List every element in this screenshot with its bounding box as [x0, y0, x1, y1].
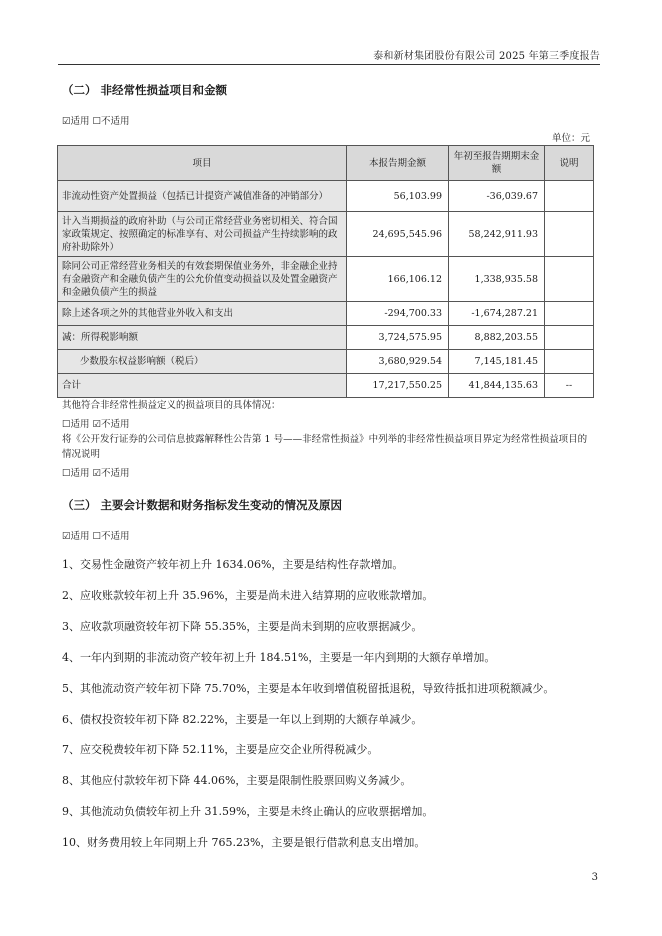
- other-items-applicability: ☐适用 ☑不适用: [62, 419, 130, 430]
- other-items-note: 其他符合非经常性损益定义的损益项目的具体情况：: [62, 400, 281, 411]
- table-total-row: [58, 374, 594, 398]
- header-divider: [58, 64, 600, 65]
- row-ytd: 1,338,935.58: [449, 257, 545, 302]
- row-item: 除上述各项之外的其他营业外收入和支出: [58, 302, 347, 326]
- row-current: 3,680,929.54: [347, 350, 449, 374]
- row-item: 非流动性资产处置损益（包括已计提资产减值准备的冲销部分）: [58, 181, 347, 212]
- section-2-title: （二） 非经常性损益项目和金额: [62, 83, 228, 97]
- row-ytd: 41,844,135.63: [449, 374, 545, 398]
- reason-item: 7、应交税费较年初下降 52.11%，主要是应交企业所得税减少。: [62, 743, 379, 756]
- reason-item: 4、一年内到期的非流动资产较年初上升 184.51%，主要是一年内到期的大额存单增加。: [62, 651, 496, 664]
- table-row: [58, 212, 594, 257]
- row-ytd: 58,242,911.93: [449, 212, 545, 257]
- row-ytd: -36,039.67: [449, 181, 545, 212]
- table-row: [58, 326, 594, 350]
- table-header-row: [58, 146, 594, 181]
- reason-item: 1、交易性金融资产较年初上升 1634.06%，主要是结构性存款增加。: [62, 558, 404, 571]
- row-item: 减：所得税影响额: [58, 326, 347, 350]
- row-note: [545, 350, 594, 374]
- defined-items-applicability: ☐适用 ☑不适用: [62, 468, 130, 479]
- row-note: [545, 181, 594, 212]
- row-ytd: 7,145,181.45: [449, 350, 545, 374]
- unit-label: 单位：元: [551, 133, 590, 144]
- header-note: 说明: [545, 146, 594, 181]
- row-current: -294,700.33: [347, 302, 449, 326]
- section-3-applicability: ☑适用 ☐不适用: [62, 531, 130, 542]
- row-current: 3,724,575.95: [347, 326, 449, 350]
- table-row: [58, 257, 594, 302]
- section-2-applicability: ☑适用 ☐不适用: [62, 116, 130, 127]
- reason-item: 2、应收账款较年初上升 35.96%，主要是尚未进入结算期的应收账款增加。: [62, 589, 434, 602]
- row-note: --: [545, 374, 594, 398]
- row-current: 56,103.99: [347, 181, 449, 212]
- defined-items-note: 将《公开发行证券的公司信息披露解释性公告第 1 号——非经常性损益》中列举的非经常性损益项目界定为经常性损益项目的情况说明: [62, 434, 588, 460]
- table-row: [58, 302, 594, 326]
- page-number: 3: [591, 872, 598, 883]
- table-row: [58, 350, 594, 374]
- row-item: 计入当期损益的政府补助（与公司正常经营业务密切相关、符合国家政策规定、按照确定的标准享有、对公司损益产生持续影响的政府补助除外）: [58, 212, 347, 257]
- row-current: 24,695,545.96: [347, 212, 449, 257]
- row-ytd: 8,882,203.55: [449, 326, 545, 350]
- header-item: 项目: [58, 146, 347, 181]
- row-note: [545, 212, 594, 257]
- header-current-period: 本报告期金额: [347, 146, 449, 181]
- row-item: 除同公司正常经营业务相关的有效套期保值业务外，非金融企业持有金融资产和金融负债产生的公允价值变动损益以及处置金融资产和金融负债产生的损益: [58, 257, 347, 302]
- table-row: [58, 181, 594, 212]
- row-item: 少数股东权益影响额（税后）: [58, 350, 347, 374]
- row-current: 17,217,550.25: [347, 374, 449, 398]
- row-current: 166,106.12: [347, 257, 449, 302]
- reason-item: 9、其他流动负债较年初上升 31.59%，主要是未终止确认的应收票据增加。: [62, 805, 434, 818]
- row-note: [545, 326, 594, 350]
- page-header: 泰和新材集团股份有限公司 2025 年第三季度报告: [373, 51, 600, 62]
- row-ytd: -1,674,287.21: [449, 302, 545, 326]
- reason-item: 3、应收款项融资较年初下降 55.35%，主要是尚未到期的应收票据减少。: [62, 620, 423, 633]
- row-item: 合计: [58, 374, 347, 398]
- row-note: [545, 302, 594, 326]
- reason-item: 8、其他应付款较年初下降 44.06%，主要是限制性股票回购义务减少。: [62, 774, 412, 787]
- row-note: [545, 257, 594, 302]
- reason-item: 10、财务费用较上年同期上升 765.23%，主要是银行借款利息支出增加。: [62, 836, 426, 849]
- reason-item: 5、其他流动资产较年初下降 75.70%，主要是本年收到增值税留抵退税，导致待抵扣进项税额减少。: [62, 682, 555, 695]
- reason-item: 6、债权投资较年初下降 82.22%，主要是一年以上到期的大额存单减少。: [62, 713, 423, 726]
- non-recurring-gains-table: [57, 145, 594, 398]
- section-3-title: （三） 主要会计数据和财务指标发生变动的情况及原因: [62, 498, 343, 512]
- header-year-to-date: 年初至报告期期末金额: [449, 146, 545, 181]
